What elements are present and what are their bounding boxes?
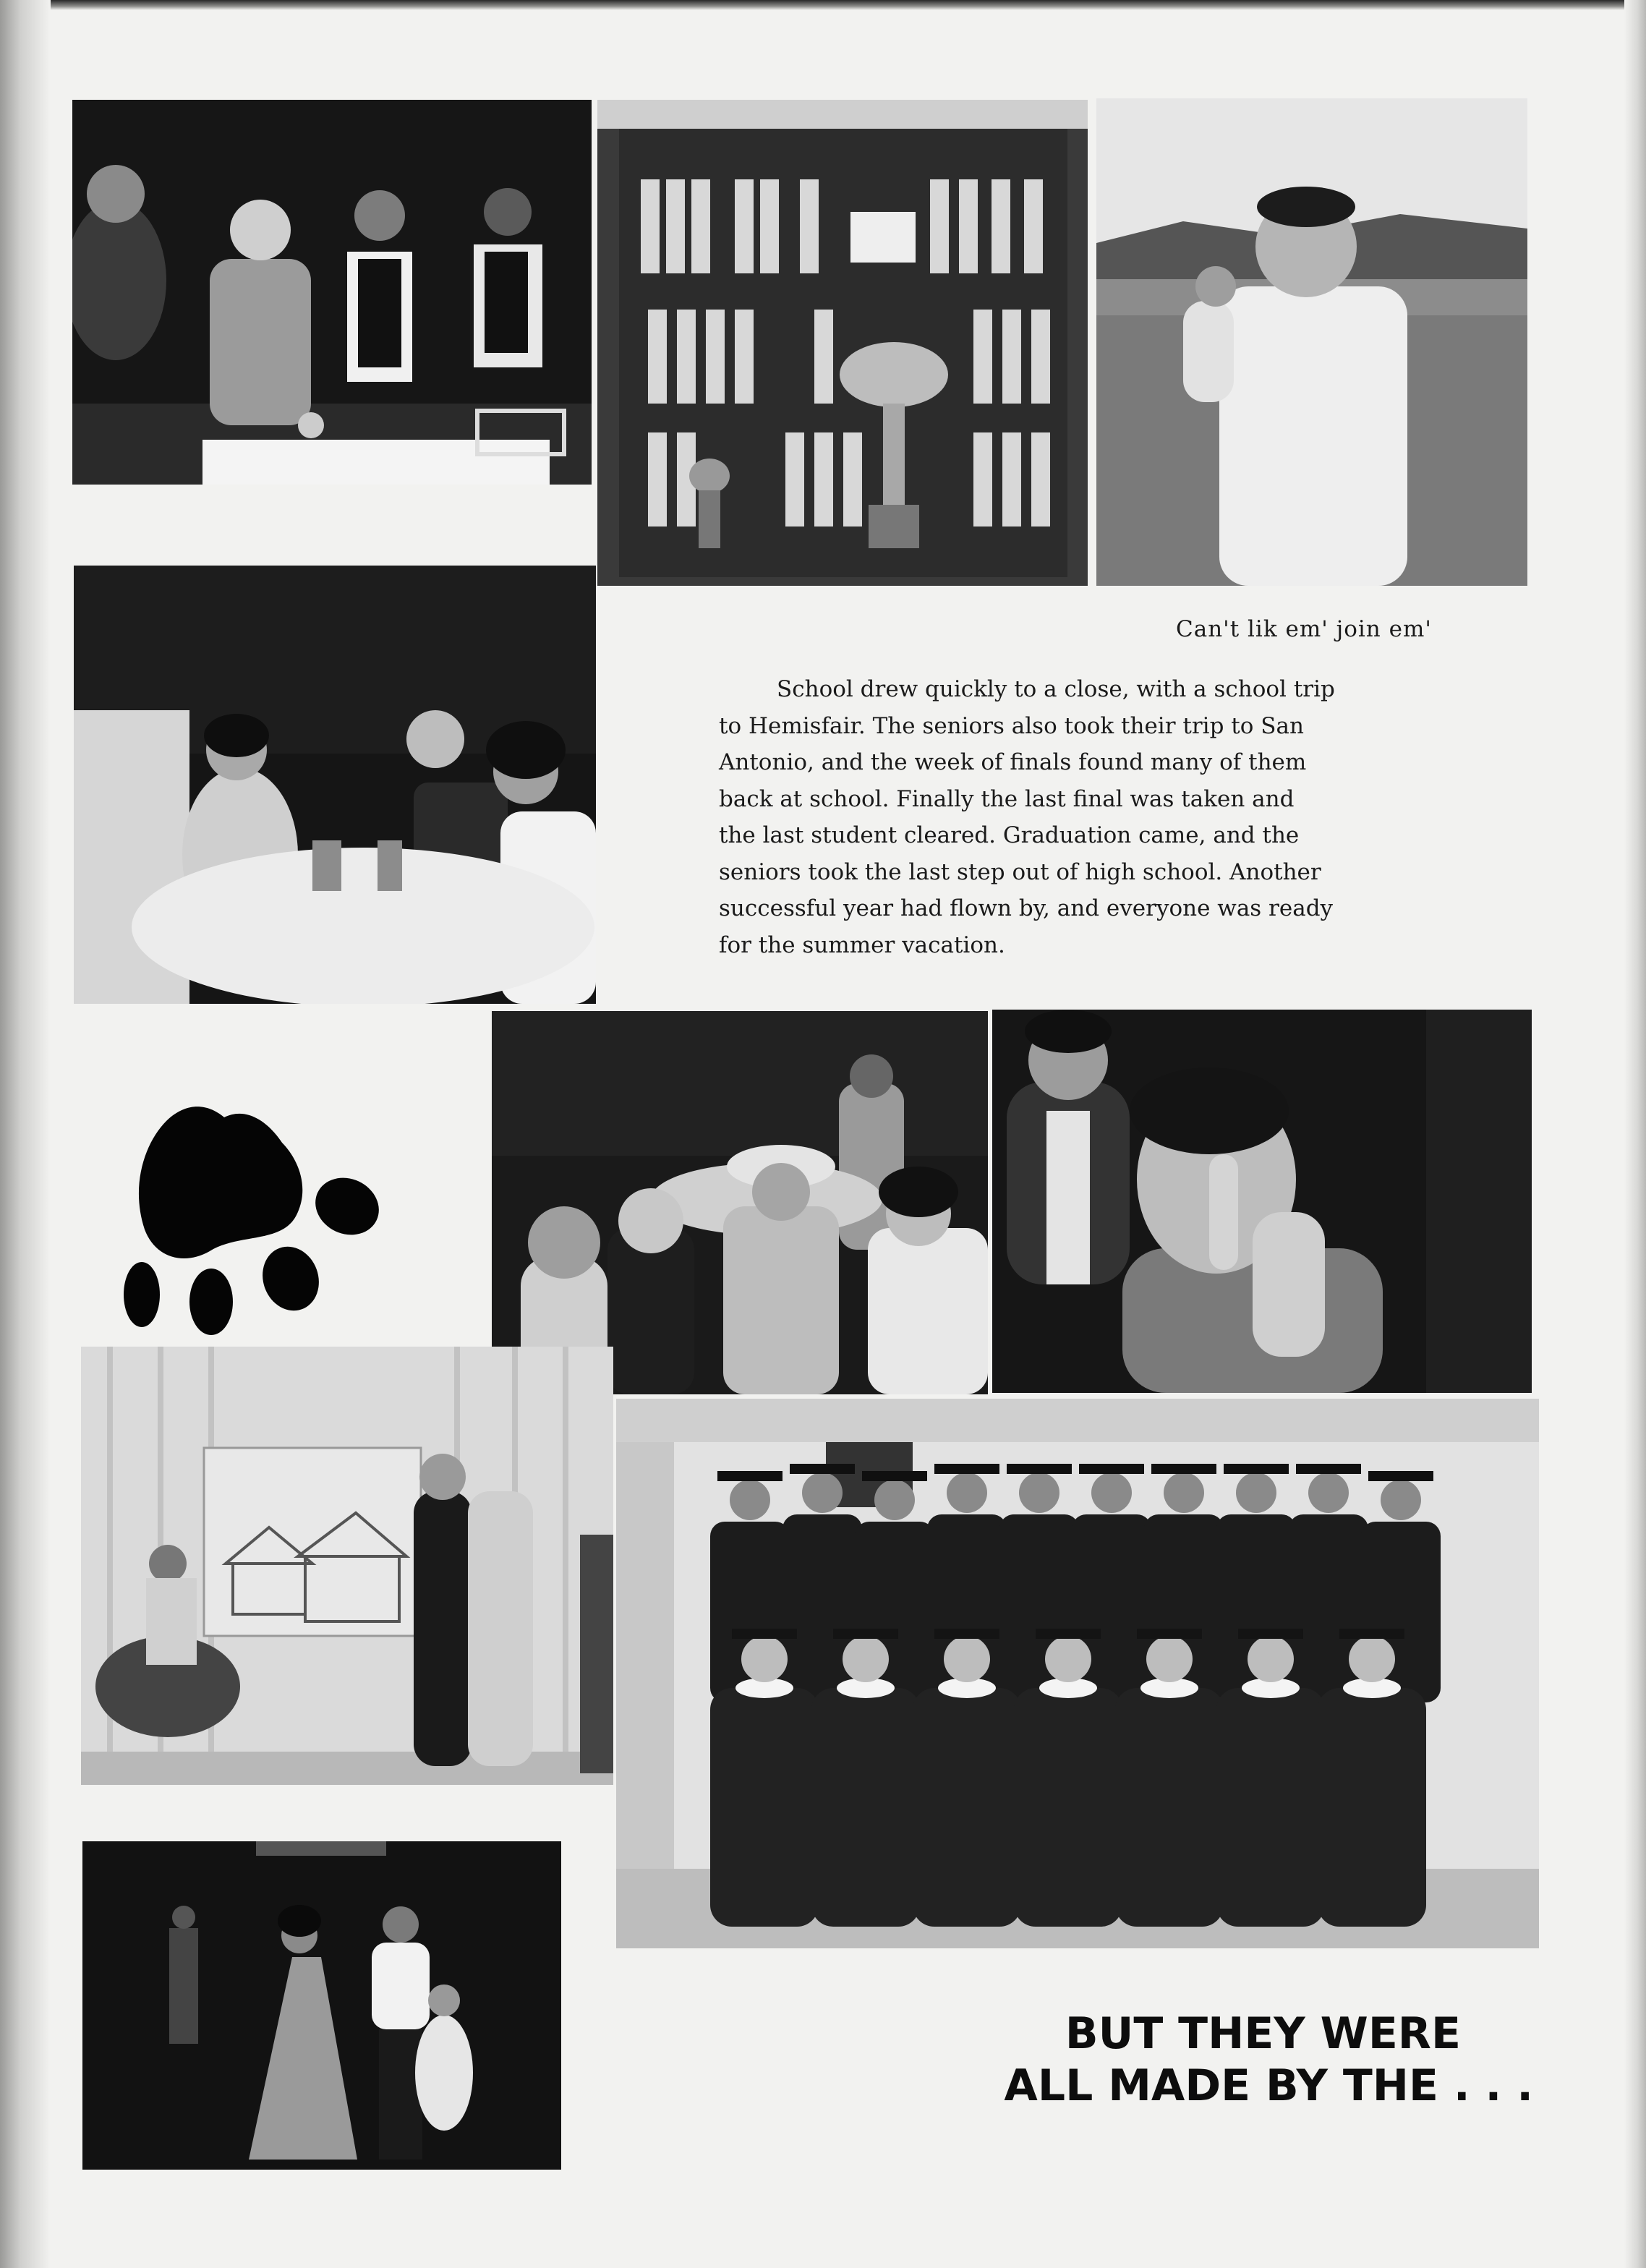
photo-dance [82, 1841, 561, 2170]
headline-line: BUT THEY WERE [1065, 2008, 1461, 2059]
photo-banquet-waiters [72, 100, 592, 485]
body-line: the last student cleared. Graduation came, and the [719, 822, 1300, 848]
body-line: back at school. Finally the last final was taken and [719, 785, 1295, 812]
body-line: seniors took the last step out of high school. Another [719, 858, 1321, 885]
photo-banquet-couples [74, 566, 596, 1004]
page-binding-shadow [0, 0, 51, 2268]
body-line: School drew quickly to a close, with a school trip [777, 676, 1335, 702]
body-line: Antonio, and the week of finals found many of them [719, 749, 1307, 775]
photo-dinner-gathering [492, 1011, 988, 1394]
body-line: successful year had flown by, and everyone was ready [719, 895, 1334, 921]
closing-headline [1004, 2008, 1533, 2112]
photo-shush-close-up [992, 1010, 1532, 1393]
photo-man-outdoors [1096, 98, 1527, 586]
body-paragraph [719, 671, 1335, 963]
photo-trophy-ribbons [597, 100, 1088, 586]
photo-graduating-class [616, 1399, 1539, 1948]
photo-stage-play [81, 1347, 613, 1785]
paw-print-icon [116, 1078, 391, 1352]
headline-line: ALL MADE BY THE . . . [1004, 2060, 1533, 2111]
body-line: for the summer vacation. [719, 932, 1005, 958]
body-line: to Hemisfair. The seniors also took their trip to San [719, 712, 1304, 739]
page-top-shadow [0, 0, 1646, 10]
page-right-edge [1624, 0, 1646, 2268]
photo-caption: Can't lik em' join em' [1176, 616, 1432, 642]
